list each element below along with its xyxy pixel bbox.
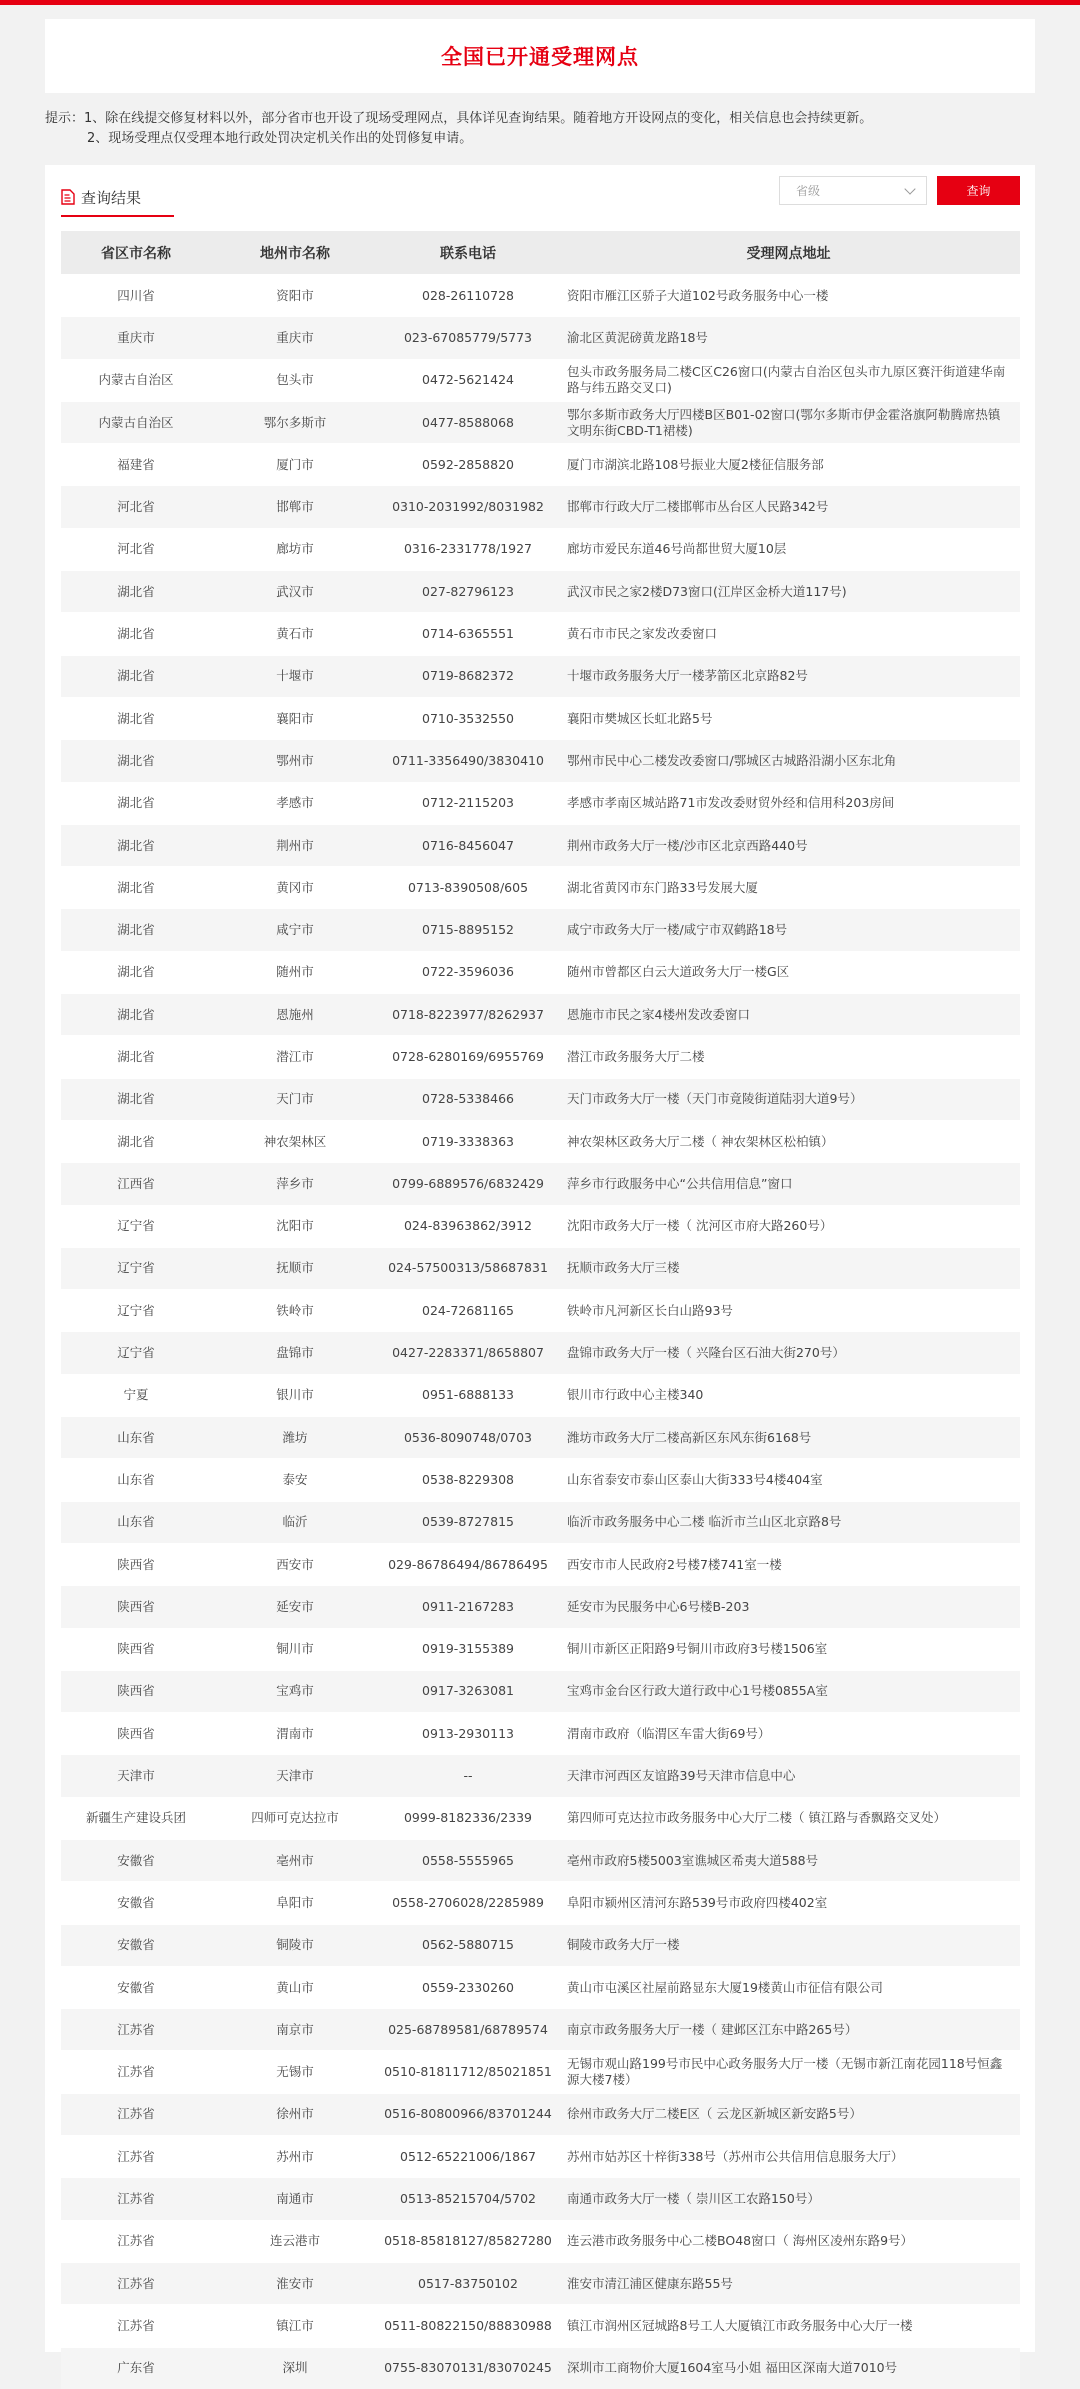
cell-province: 江苏省 [61,2220,211,2262]
cell-city: 黄石市 [211,613,379,655]
table-row [61,697,1020,739]
cell-address: 深圳市工商物价大厦1604室马小姐 福田区深南大道7010号 [557,2347,1020,2389]
notice [45,109,1080,149]
query-button[interactable]: 查询 [937,176,1020,205]
table-row [61,740,1020,782]
table-row [61,1290,1020,1332]
cell-address: 荆州市政务大厅一楼/沙市区北京西路440号 [557,824,1020,866]
cell-province: 辽宁省 [61,1205,211,1247]
cell-phone: 0715-8895152 [379,909,557,951]
cell-province: 福建省 [61,444,211,486]
cell-province: 辽宁省 [61,1332,211,1374]
cell-province: 辽宁省 [61,1290,211,1332]
cell-city: 宝鸡市 [211,1670,379,1712]
cell-address: 恩施市市民之家4楼州发改委窗口 [557,994,1020,1036]
table-row [61,1247,1020,1289]
cell-province: 安徽省 [61,1966,211,2008]
province-select[interactable] [779,176,927,205]
cell-city: 荆州市 [211,824,379,866]
table-row [61,867,1020,909]
table-row [61,1797,1020,1839]
header-address: 受理网点地址 [557,231,1020,275]
cell-phone: 0516-80800966/83701244 [379,2093,557,2135]
cell-province: 湖北省 [61,1036,211,1078]
cell-phone: 0712-2115203 [379,782,557,824]
cell-city: 孝感市 [211,782,379,824]
cell-province: 新疆生产建设兵团 [61,1797,211,1839]
cell-city: 邯郸市 [211,486,379,528]
cell-city: 武汉市 [211,571,379,613]
cell-phone: 0517-83750102 [379,2262,557,2304]
cell-address: 无锡市观山路199号市民中心政务服务大厅一楼（无锡市新江南花园118号恒鑫源大楼7楼） [557,2051,1020,2093]
cell-address: 南京市政务服务大厅一楼（ 建邺区江东中路265号） [557,2009,1020,2051]
cell-province: 陕西省 [61,1628,211,1670]
cell-address: 抚顺市政务大厅三楼 [557,1247,1020,1289]
table-row [61,1670,1020,1712]
table-row [61,317,1020,359]
cell-province: 湖北省 [61,824,211,866]
cell-city: 延安市 [211,1586,379,1628]
cell-city: 抚顺市 [211,1247,379,1289]
cell-province: 湖北省 [61,613,211,655]
cell-province: 陕西省 [61,1543,211,1585]
table-row [61,1966,1020,2008]
table-row [61,824,1020,866]
cell-phone: 0310-2031992/8031982 [379,486,557,528]
cell-city: 潍坊 [211,1417,379,1459]
cell-province: 江苏省 [61,2051,211,2093]
results-card [45,165,1035,2376]
cell-city: 徐州市 [211,2093,379,2135]
cell-city: 鄂州市 [211,740,379,782]
cell-phone: 0558-5555965 [379,1839,557,1881]
cell-address: 十堰市政务服务大厅一楼茅箭区北京路82号 [557,655,1020,697]
cell-city: 南通市 [211,2178,379,2220]
cell-phone: 024-72681165 [379,1290,557,1332]
cell-phone: 0917-3263081 [379,1670,557,1712]
table-row [61,1628,1020,1670]
cell-city: 临沂 [211,1501,379,1543]
cell-province: 湖北省 [61,782,211,824]
cell-city: 咸宁市 [211,909,379,951]
cell-city: 天门市 [211,1078,379,1120]
cell-address: 厦门市湖滨北路108号振业大厦2楼征信服务部 [557,444,1020,486]
cell-address: 鄂州市民中心二楼发改委窗口/鄂城区古城路沿湖小区东北角 [557,740,1020,782]
cell-address: 渝北区黄泥磅黄龙路18号 [557,317,1020,359]
tab-query-results[interactable] [61,179,174,217]
cell-province: 安徽省 [61,1839,211,1881]
table-row [61,1374,1020,1416]
table-row [61,2051,1020,2093]
cell-phone: 0538-8229308 [379,1459,557,1501]
cell-phone: 0799-6889576/6832429 [379,1163,557,1205]
cell-phone: 0716-8456047 [379,824,557,866]
cell-address: 铁岭市凡河新区长白山路93号 [557,1290,1020,1332]
cell-phone: 0718-8223977/8262937 [379,994,557,1036]
cell-province: 四川省 [61,275,211,317]
chevron-down-icon [904,183,915,194]
cell-address: 黄石市市民之家发改委窗口 [557,613,1020,655]
header-province: 省区市名称 [61,231,211,275]
cell-province: 湖北省 [61,697,211,739]
cell-province: 江苏省 [61,2136,211,2178]
table-row [61,1543,1020,1585]
cell-address: 徐州市政务大厅二楼E区（ 云龙区新城区新安路5号） [557,2093,1020,2135]
cell-address: 沈阳市政务大厅一楼（ 沈河区市府大路260号） [557,1205,1020,1247]
note-line-2: 2、现场受理点仅受理本地行政处罚决定机关作出的处罚修复申请。 [87,131,473,146]
table-row [61,1501,1020,1543]
cell-province: 辽宁省 [61,1247,211,1289]
cell-address: 资阳市雁江区骄子大道102号政务服务中心一楼 [557,275,1020,317]
table-row [61,951,1020,993]
cell-phone: 028-26110728 [379,275,557,317]
cell-phone: 0558-2706028/2285989 [379,1882,557,1924]
results-header [45,165,1035,227]
cell-city: 黄冈市 [211,867,379,909]
cell-phone: 0512-65221006/1867 [379,2136,557,2178]
cell-address: 银川市行政中心主楼340 [557,1374,1020,1416]
cell-province: 内蒙古自治区 [61,401,211,443]
cell-phone: 023-67085779/5773 [379,317,557,359]
cell-province: 湖北省 [61,994,211,1036]
cell-province: 湖北省 [61,951,211,993]
cell-province: 湖北省 [61,1120,211,1162]
cell-province: 山东省 [61,1417,211,1459]
cell-city: 亳州市 [211,1839,379,1881]
cell-address: 潍坊市政务大厅二楼高新区东风东街6168号 [557,1417,1020,1459]
table-row [61,782,1020,824]
table-row [61,1163,1020,1205]
cell-address: 随州市曾都区白云大道政务大厅一楼G区 [557,951,1020,993]
cell-phone: 0427-2283371/8658807 [379,1332,557,1374]
cell-address: 湖北省黄冈市东门路33号发展大厦 [557,867,1020,909]
cell-city: 沈阳市 [211,1205,379,1247]
cell-address: 潜江市政务服务大厅二楼 [557,1036,1020,1078]
table-row [61,1839,1020,1881]
cell-phone: 0719-8682372 [379,655,557,697]
results-table [61,231,1020,2389]
table-row [61,275,1020,317]
cell-address: 铜川市新区正阳路9号铜川市政府3号楼1506室 [557,1628,1020,1670]
table-row [61,909,1020,951]
cell-city: 西安市 [211,1543,379,1585]
cell-phone: 0513-85215704/5702 [379,2178,557,2220]
table-row [61,613,1020,655]
cell-phone: 0713-8390508/605 [379,867,557,909]
cell-phone: 0728-5338466 [379,1078,557,1120]
table-row [61,571,1020,613]
note-line-1: 提示：1、除在线提交修复材料以外，部分省市也开设了现场受理网点，具体详见查询结果。随着地方开设网点的变化，相关信息也会持续更新。 [45,111,873,126]
cell-city: 萍乡市 [211,1163,379,1205]
table-row [61,2220,1020,2262]
cell-phone: 0711-3356490/3830410 [379,740,557,782]
table-row [61,2347,1020,2389]
cell-city: 十堰市 [211,655,379,697]
table-row [61,655,1020,697]
cell-phone: 0472-5621424 [379,359,557,401]
cell-province: 湖北省 [61,1078,211,1120]
table-row [61,1882,1020,1924]
cell-province: 陕西省 [61,1670,211,1712]
table-row [61,444,1020,486]
document-icon [61,189,75,205]
table-row [61,2305,1020,2347]
cell-city: 连云港市 [211,2220,379,2262]
table-row [61,1459,1020,1501]
cell-phone: 024-83963862/3912 [379,1205,557,1247]
cell-city: 神农架林区 [211,1120,379,1162]
cell-phone: 024-57500313/58687831 [379,1247,557,1289]
cell-address: 武汉市民之家2楼D73窗口(江岸区金桥大道117号) [557,571,1020,613]
cell-province: 重庆市 [61,317,211,359]
cell-phone: 0511-80822150/88830988 [379,2305,557,2347]
header-city: 地州市名称 [211,231,379,275]
cell-phone: 027-82796123 [379,571,557,613]
cell-address: 咸宁市政务大厅一楼/咸宁市双鹤路18号 [557,909,1020,951]
cell-province: 河北省 [61,486,211,528]
cell-city: 廊坊市 [211,528,379,570]
cell-city: 铁岭市 [211,1290,379,1332]
cell-address: 山东省泰安市泰山区泰山大街333号4楼404室 [557,1459,1020,1501]
cell-phone: 0755-83070131/83070245 [379,2347,557,2389]
cell-phone: 0722-3596036 [379,951,557,993]
cell-address: 镇江市润州区冠城路8号工人大厦镇江市政务服务中心大厅一楼 [557,2305,1020,2347]
cell-province: 陕西省 [61,1586,211,1628]
table-row [61,2178,1020,2220]
table-row [61,1332,1020,1374]
cell-phone: -- [379,1755,557,1797]
cell-city: 南京市 [211,2009,379,2051]
cell-province: 内蒙古自治区 [61,359,211,401]
cell-address: 襄阳市樊城区长虹北路5号 [557,697,1020,739]
cell-phone: 025-68789581/68789574 [379,2009,557,2051]
cell-province: 河北省 [61,528,211,570]
cell-city: 深圳 [211,2347,379,2389]
cell-city: 镇江市 [211,2305,379,2347]
cell-province: 湖北省 [61,909,211,951]
table-row [61,1078,1020,1120]
header-phone: 联系电话 [379,231,557,275]
cell-address: 临沂市政务服务中心二楼 临沂市兰山区北京路8号 [557,1501,1020,1543]
cell-city: 苏州市 [211,2136,379,2178]
table-row [61,1036,1020,1078]
cell-city: 厦门市 [211,444,379,486]
cell-province: 陕西省 [61,1713,211,1755]
table-row [61,528,1020,570]
cell-province: 江西省 [61,1163,211,1205]
table-row [61,2136,1020,2178]
cell-city: 随州市 [211,951,379,993]
cell-city: 资阳市 [211,275,379,317]
cell-address: 孝感市孝南区城站路71市发改委财贸外经和信用科203房间 [557,782,1020,824]
cell-address: 鄂尔多斯市政务大厅四楼B区B01-02窗口(鄂尔多斯市伊金霍洛旗阿勒腾席热镇文明东街CBD-T1裙楼) [557,401,1020,443]
cell-city: 鄂尔多斯市 [211,401,379,443]
table-row [61,401,1020,443]
page-title: 全国已开通受理网点 [441,45,639,69]
cell-phone: 0592-2858820 [379,444,557,486]
cell-city: 四师可克达拉市 [211,1797,379,1839]
cell-address: 包头市政务服务局二楼C区C26窗口(内蒙古自治区包头市九原区赛汗街道建华南路与纬五路交叉口) [557,359,1020,401]
cell-city: 潜江市 [211,1036,379,1078]
cell-address: 天津市河西区友谊路39号天津市信息中心 [557,1755,1020,1797]
cell-phone: 0719-3338363 [379,1120,557,1162]
cell-address: 南通市政务大厅一楼（ 崇川区工农路150号） [557,2178,1020,2220]
cell-province: 江苏省 [61,2178,211,2220]
cell-phone: 0539-8727815 [379,1501,557,1543]
cell-phone: 0477-8588068 [379,401,557,443]
cell-address: 廊坊市爱民东道46号尚都世贸大厦10层 [557,528,1020,570]
cell-province: 湖北省 [61,740,211,782]
table-row [61,1120,1020,1162]
cell-city: 恩施州 [211,994,379,1036]
top-accent-bar [0,0,1080,5]
cell-province: 广东省 [61,2347,211,2389]
cell-province: 湖北省 [61,867,211,909]
cell-address: 第四师可克达拉市政务服务中心大厅二楼（ 镇江路与香飘路交叉处） [557,1797,1020,1839]
cell-address: 连云港市政务服务中心二楼BO48窗口（ 海州区凌州东路9号） [557,2220,1020,2262]
province-select-value: 省级 [796,184,821,198]
cell-province: 宁夏 [61,1374,211,1416]
cell-city: 黄山市 [211,1966,379,2008]
cell-phone: 0714-6365551 [379,613,557,655]
cell-address: 苏州市姑苏区十梓街338号（苏州市公共信用信息服务大厅） [557,2136,1020,2178]
cell-province: 山东省 [61,1459,211,1501]
cell-city: 无锡市 [211,2051,379,2093]
table-row [61,994,1020,1036]
cell-province: 安徽省 [61,1882,211,1924]
cell-city: 襄阳市 [211,697,379,739]
cell-city: 铜陵市 [211,1924,379,1966]
cell-phone: 0710-3532550 [379,697,557,739]
cell-address: 黄山市屯溪区社屋前路显东大厦19楼黄山市征信有限公司 [557,1966,1020,2008]
cell-province: 江苏省 [61,2262,211,2304]
cell-province: 湖北省 [61,655,211,697]
cell-phone: 0559-2330260 [379,1966,557,2008]
cell-province: 江苏省 [61,2305,211,2347]
cell-phone: 0999-8182336/2339 [379,1797,557,1839]
table-row [61,1205,1020,1247]
cell-city: 重庆市 [211,317,379,359]
cell-address: 阜阳市颍州区清河东路539号市政府四楼402室 [557,1882,1020,1924]
cell-address: 铜陵市政务大厅一楼 [557,1924,1020,1966]
table-row [61,359,1020,401]
table-row [61,1713,1020,1755]
cell-province: 江苏省 [61,2009,211,2051]
cell-phone: 0913-2930113 [379,1713,557,1755]
cell-phone: 0518-85818127/85827280 [379,2220,557,2262]
cell-phone: 0536-8090748/0703 [379,1417,557,1459]
table-row [61,2093,1020,2135]
cell-phone: 029-86786494/86786495 [379,1543,557,1585]
cell-city: 银川市 [211,1374,379,1416]
cell-address: 盘锦市政务大厅一楼（ 兴隆台区石油大街270号） [557,1332,1020,1374]
page-title-box [45,19,1035,93]
cell-city: 天津市 [211,1755,379,1797]
table-header-row [61,231,1020,275]
cell-province: 江苏省 [61,2093,211,2135]
table-row [61,1586,1020,1628]
cell-city: 盘锦市 [211,1332,379,1374]
cell-city: 淮安市 [211,2262,379,2304]
cell-phone: 0316-2331778/1927 [379,528,557,570]
table-row [61,2262,1020,2304]
table-row [61,1417,1020,1459]
cell-province: 山东省 [61,1501,211,1543]
cell-phone: 0919-3155389 [379,1628,557,1670]
cell-city: 铜川市 [211,1628,379,1670]
cell-address: 宝鸡市金台区行政大道行政中心1号楼0855A室 [557,1670,1020,1712]
cell-address: 萍乡市行政服务中心“公共信用信息”窗口 [557,1163,1020,1205]
cell-address: 淮安市清江浦区健康东路55号 [557,2262,1020,2304]
table-row [61,1755,1020,1797]
cell-phone: 0510-81811712/85021851 [379,2051,557,2093]
tab-label: 查询结果 [81,188,142,207]
table-row [61,486,1020,528]
cell-province: 湖北省 [61,571,211,613]
cell-address: 亳州市政府5楼5003室谯城区希夷大道588号 [557,1839,1020,1881]
cell-phone: 0951-6888133 [379,1374,557,1416]
cell-city: 阜阳市 [211,1882,379,1924]
cell-phone: 0728-6280169/6955769 [379,1036,557,1078]
table-row [61,1924,1020,1966]
cell-address: 神农架林区政务大厅二楼（ 神农架林区松柏镇） [557,1120,1020,1162]
cell-phone: 0911-2167283 [379,1586,557,1628]
cell-address: 邯郸市行政大厅二楼邯郸市丛台区人民路342号 [557,486,1020,528]
cell-address: 渭南市政府（临渭区车雷大街69号） [557,1713,1020,1755]
cell-city: 渭南市 [211,1713,379,1755]
cell-city: 泰安 [211,1459,379,1501]
cell-address: 天门市政务大厅一楼（天门市竟陵街道陆羽大道9号） [557,1078,1020,1120]
cell-province: 天津市 [61,1755,211,1797]
cell-address: 西安市市人民政府2号楼7楼741室一楼 [557,1543,1020,1585]
table-row [61,2009,1020,2051]
cell-city: 包头市 [211,359,379,401]
cell-province: 安徽省 [61,1924,211,1966]
cell-address: 延安市为民服务中心6号楼B-203 [557,1586,1020,1628]
cell-phone: 0562-5880715 [379,1924,557,1966]
